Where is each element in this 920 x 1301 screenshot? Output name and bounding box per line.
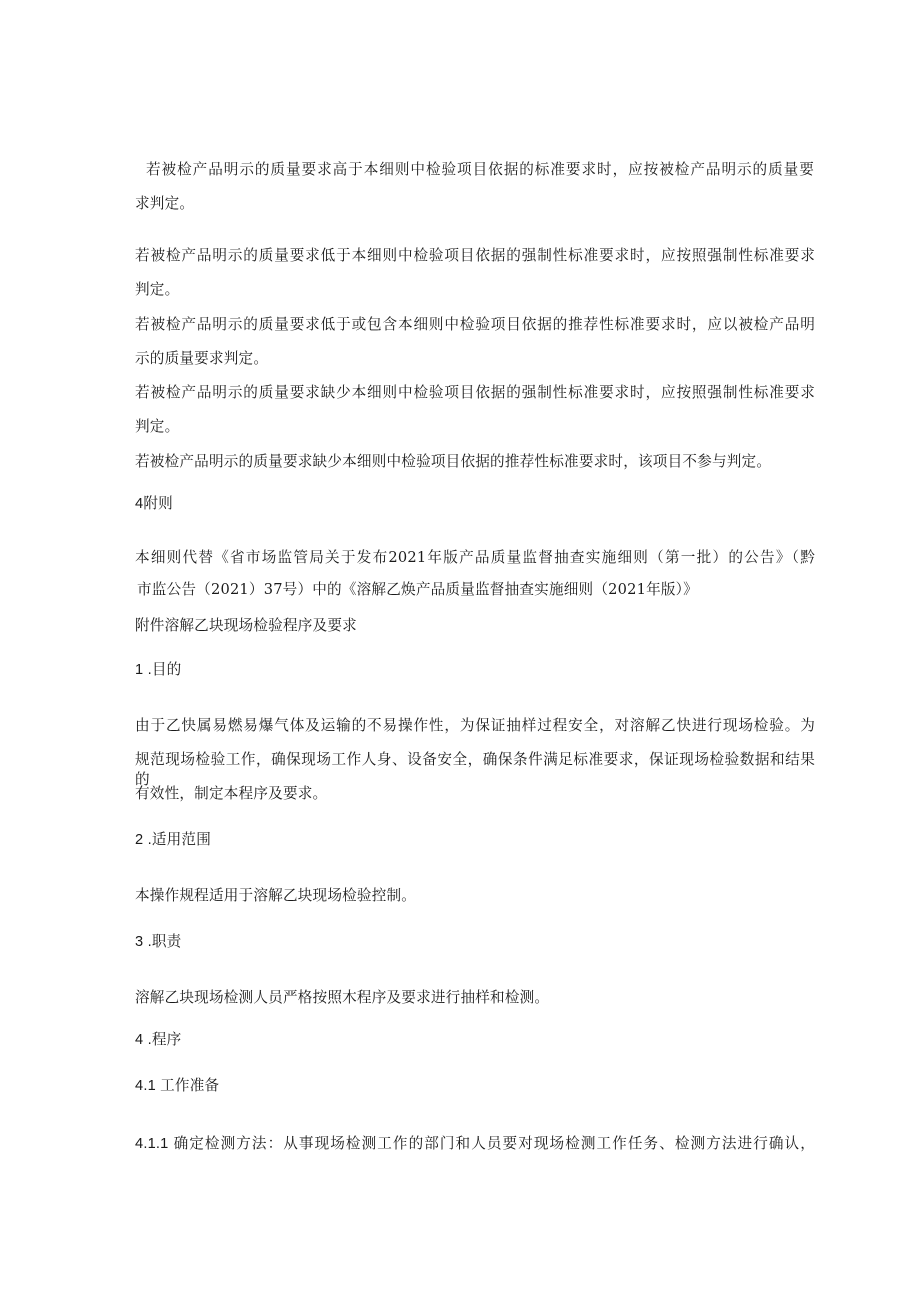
paragraph-4-line-2: 判定。 [135,418,180,435]
paragraph-7-line-1: 由于乙快属易燃易爆气体及运输的不易操作性，为保证抽样过程安全，对溶解乙快进行现场检验。为 [135,717,815,734]
section-heading-responsibilities: 3 .职责 [135,934,182,950]
paragraph-1-line-2: 求判定。 [135,195,195,212]
section-heading-procedure: 4 .程序 [135,1032,182,1048]
paragraph-3-line-2: 示的质量要求判定。 [135,350,269,367]
paragraph-6-line-2: 市监公告（2021）37号）中的《溶解乙焕产品质量监督抽查实施细则（2021年版）》 [137,581,698,598]
paragraph-2-line-1: 若被检产品明示的质量要求低于本细则中检验项目依据的强制性标准要求时，应按照强制性标准要求 [135,247,815,264]
paragraph-2-line-2: 判定。 [135,281,180,298]
paragraph-6-line-1: 本细则代替《省市场监管局关于发布2021年版产品质量监督抽查实施细则（第一批）的公告》（黔 [135,549,815,566]
clause-4-1-1: 4.1.1 确定检测方法：从事现场检测工作的部门和人员要对现场检测工作任务、检测方法进行确认， [135,1136,815,1152]
section-heading-purpose: 1 .目的 [135,662,182,678]
subsection-heading-preparation: 4.1 工作准备 [135,1078,220,1094]
paragraph-7-line-3: 有效性，制定本程序及要求。 [135,785,328,802]
paragraph-1-line-1: 若被检产品明示的质量要求高于本细则中检验项目依据的标准要求时，应按被检产品明示的质量要 [146,161,814,178]
attachment-title: 附件溶解乙块现场检验程序及要求 [135,617,357,634]
paragraph-4-line-1: 若被检产品明示的质量要求缺少本细则中检验项目依据的强制性标准要求时，应按照强制性标准要求 [135,384,815,401]
section-heading-appendix-rules: 4附则 [135,496,173,512]
paragraph-9: 溶解乙块现场检测人员严格按照木程序及要求进行抽样和检测。 [135,989,550,1006]
section-heading-scope: 2 .适用范围 [135,832,212,848]
paragraph-8: 本操作规程适用于溶解乙块现场检验控制。 [135,887,417,904]
paragraph-7-line-2: 规范现场检验工作，确保现场工作人身、设备安全，确保条件满足标准要求，保证现场检验数据和结果的 [135,751,815,788]
paragraph-5: 若被检产品明示的质量要求缺少本细则中检验项目依据的推荐性标准要求时，该项目不参与判定。 [135,453,772,470]
paragraph-3-line-1: 若被检产品明示的质量要求低于或包含本细则中检验项目依据的推荐性标准要求时，应以被检产品明 [135,316,815,333]
